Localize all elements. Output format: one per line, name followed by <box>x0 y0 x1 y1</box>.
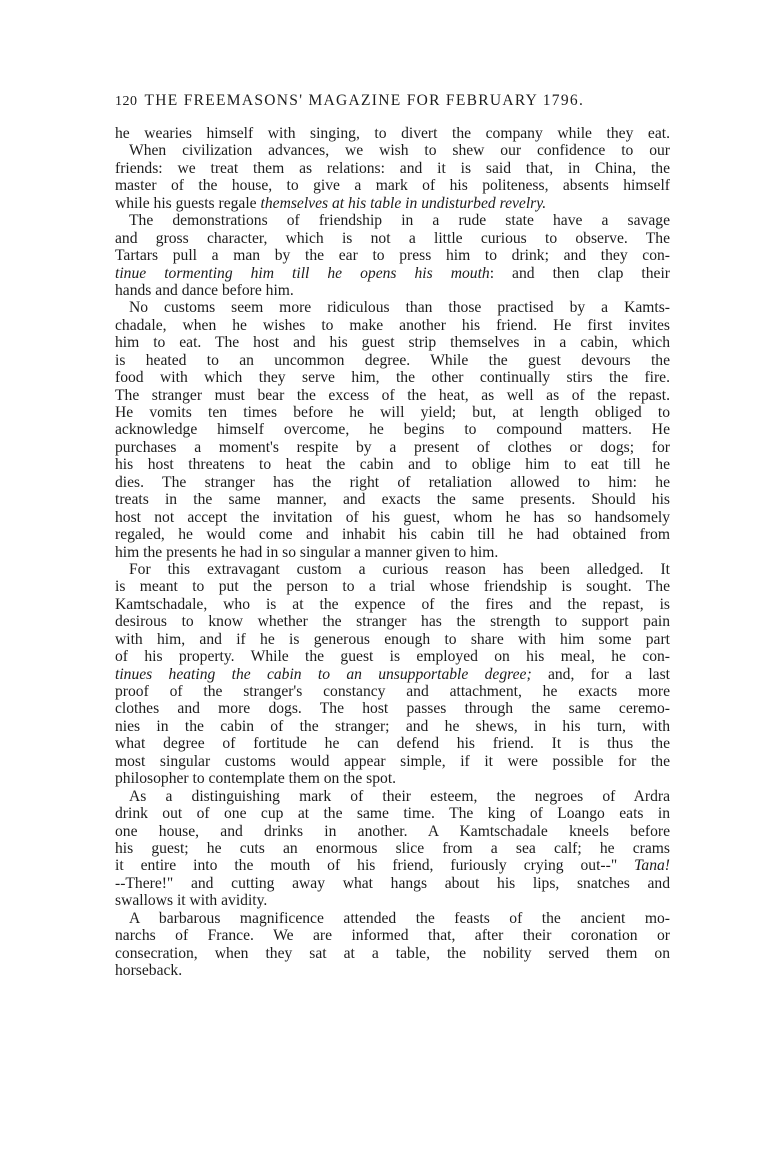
text-line: No customs seem more ridiculous than those practised by a Kamts- <box>129 299 670 317</box>
text-line: food with which they serve him, the other continually stirs the fire. <box>115 369 670 387</box>
magazine-title: THE FREEMASONS' MAGAZINE FOR FEBRUARY 1796. <box>144 92 585 109</box>
text-line: his host threatens to heat the cabin and to oblige him to eat till he <box>115 456 670 474</box>
text-line: he wearies himself with singing, to divert the company while they eat. <box>115 125 670 142</box>
text-line: regaled, he would come and inhabit his cabin till he had obtained from <box>115 526 670 544</box>
article-body <box>115 125 670 979</box>
running-head <box>115 92 670 125</box>
text-line: Kamtschadale, who is at the expence of the fires and the repast, is <box>115 595 670 613</box>
italic-text: Tana! <box>634 857 670 875</box>
text-line: what degree of fortitude he can defend his friend. It is thus the <box>115 735 670 753</box>
text-line: chadale, when he wishes to make another his friend. He first invites <box>115 316 670 334</box>
page-number: 120 <box>115 94 138 109</box>
text-line: The demonstrations of friendship in a rude state have a savage <box>129 212 670 230</box>
italic-text: themselves at his table in undisturbed revelry. <box>260 194 547 212</box>
text-line: while his guests regale themselves at his table in undisturbed revelry. <box>115 194 547 212</box>
text-line: acknowledge himself overcome, he begins to compound matters. He <box>115 421 670 439</box>
text-line: desirous to know whether the stranger has the strength to support pain <box>115 613 670 631</box>
text-line: him the presents he had in so singular a manner given to him. <box>115 543 499 561</box>
italic-text: tinues heating the cabin to an unsupportable degree; <box>115 665 532 683</box>
text-line: tinue tormenting him till he opens his mouth: and then clap their <box>115 264 670 282</box>
text-line: As a distinguishing mark of their esteem, the negroes of Ardra <box>129 787 670 805</box>
text-line: one house, and drinks in another. A Kamtschadale kneels before <box>115 822 670 840</box>
text-line: consecration, when they sat at a table, the nobility served them on <box>115 944 670 962</box>
text-line: his guest; he cuts an enormous slice from a sea calf; he crams <box>115 839 670 857</box>
text-line: horseback. <box>115 962 183 979</box>
text-line: drink out of one cup at the same time. The king of Loango eats in <box>115 805 670 823</box>
magazine-page <box>115 92 670 979</box>
text-line: swallows it with avidity. <box>115 892 268 910</box>
text-line: with him, and if he is generous enough to share with him some part <box>115 630 670 648</box>
text-line: dies. The stranger has the right of retaliation allowed to him: he <box>115 473 670 491</box>
text-line: is heated to an uncommon degree. While the guest devours the <box>115 351 670 369</box>
text-line: tinues heating the cabin to an unsupportable degree; and, for a last <box>115 665 671 683</box>
text-line: him to eat. The host and his guest strip themselves in a cabin, which <box>115 334 670 352</box>
text-line: is meant to put the person to a trial whose friendship is sought. The <box>115 578 670 596</box>
text-line: treats in the same manner, and exacts the same presents. Should his <box>115 491 670 509</box>
text-line: friends: we treat them as relations: and it is said that, in China, the <box>115 159 670 177</box>
text-line: For this extravagant custom a curious reason has been alledged. It <box>129 560 670 578</box>
text-line: He vomits ten times before he will yield; but, at length obliged to <box>115 404 670 421</box>
text-line: most singular customs would appear simple, if it were possible for the <box>115 752 670 770</box>
text-line: The stranger must bear the excess of the heat, as well as of the repast. <box>115 386 670 404</box>
text-line: host not accept the invitation of his guest, whom he has so handsomely <box>115 508 670 526</box>
text-line: --There!" and cutting away what hangs about his lips, snatches and <box>115 874 670 892</box>
text-line: and gross character, which is not a little curious to observe. The <box>115 229 670 247</box>
text-line: nies in the cabin of the stranger; and he shews, in his turn, with <box>115 717 670 735</box>
text-line: narchs of France. We are informed that, after their coronation or <box>115 927 670 945</box>
text-line: proof of the stranger's constancy and attachment, he exacts more <box>115 683 670 700</box>
text-line: of his property. While the guest is employed on his meal, he con- <box>115 648 670 666</box>
italic-text: tinue tormenting him till he opens his mouth <box>115 264 490 282</box>
text-line: Tartars pull a man by the ear to press him to drink; and they con- <box>115 247 670 265</box>
text-line: master of the house, to give a mark of his politeness, absents himself <box>115 177 670 195</box>
text-line: When civilization advances, we wish to shew our confidence to our <box>129 142 670 160</box>
text-line: A barbarous magnificence attended the feasts of the ancient mo- <box>129 909 670 927</box>
text-line: philosopher to contemplate them on the spot. <box>115 770 397 788</box>
text-line: hands and dance before him. <box>115 281 294 299</box>
text-line: purchases a moment's respite by a present of clothes or dogs; for <box>115 438 670 456</box>
text-line: clothes and more dogs. The host passes through the same ceremo- <box>115 700 670 718</box>
text-line: it entire into the mouth of his friend, furiously crying out--" Tana! <box>115 857 670 875</box>
